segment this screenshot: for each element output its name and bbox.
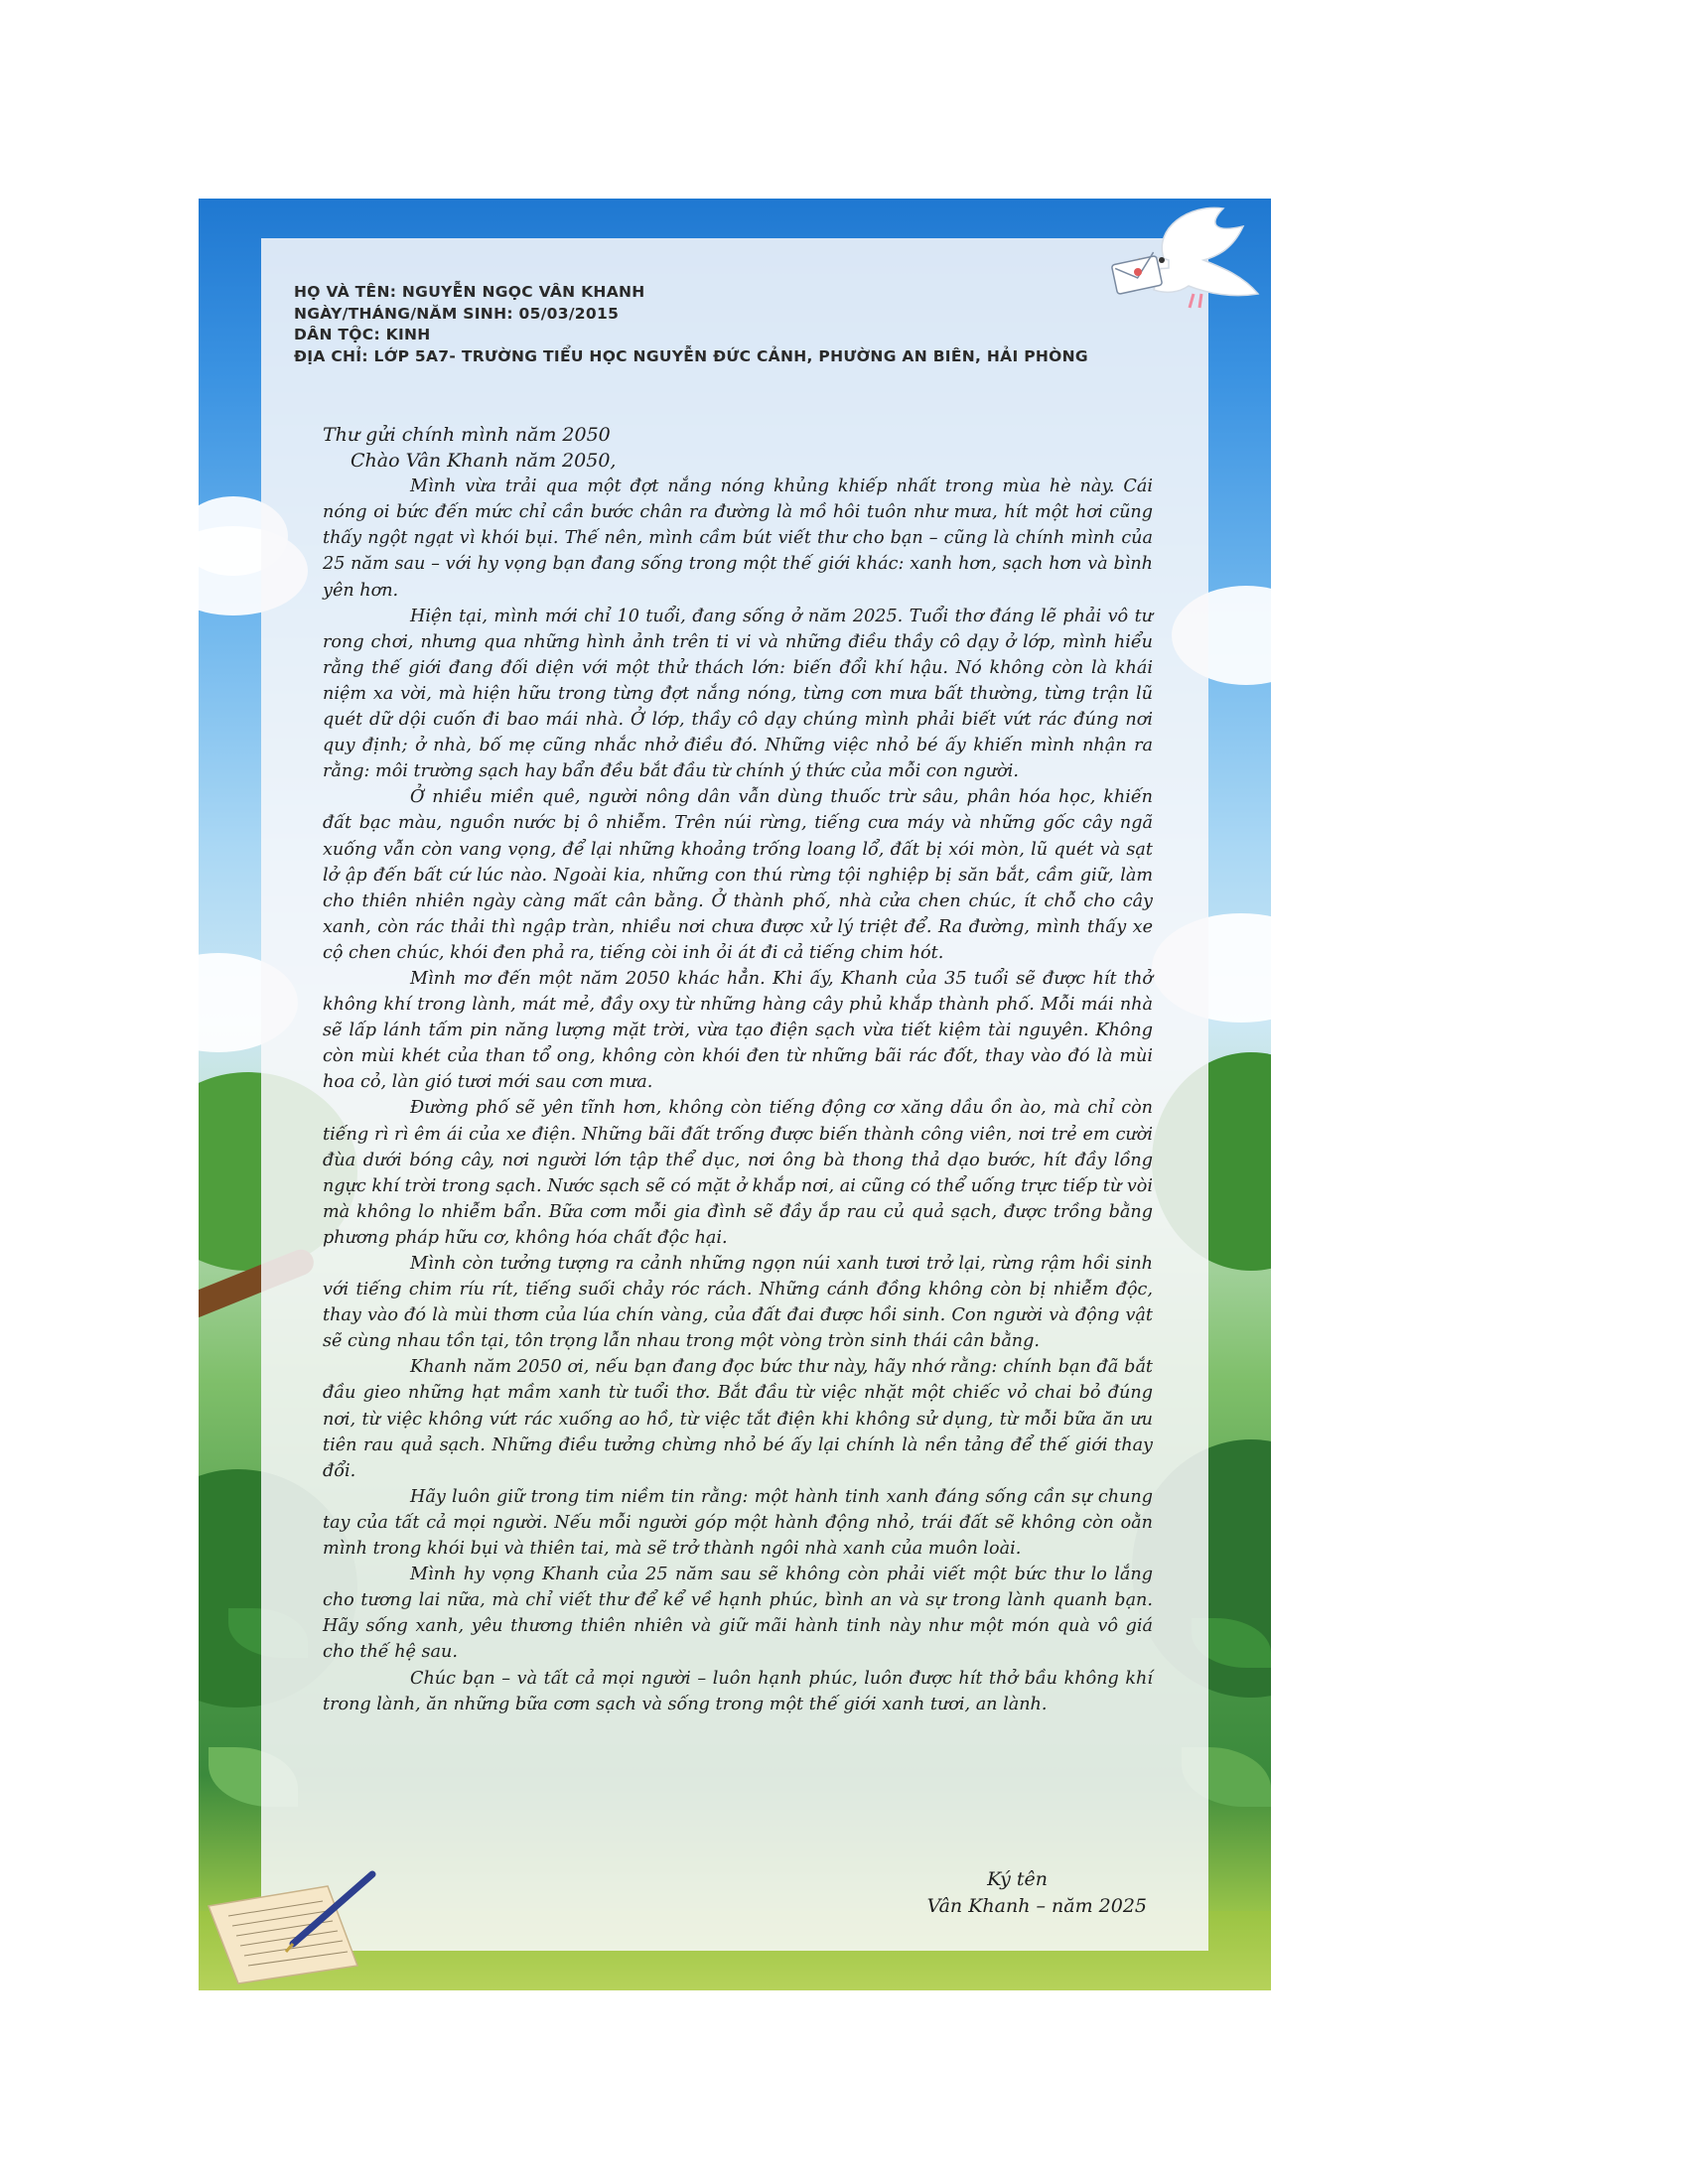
- letter-paragraph: Mình mơ đến một năm 2050 khác hẳn. Khi ấy, Khanh của 35 tuổi sẽ được hít thở không khí trong lành, mát mẻ, đầy oxy từ những hàng cây phủ khắp thành phố. Mỗi mái nhà sẽ lấp lánh tấm pin năng lượng mặt trời, vừa tạo điện sạch vừa tiết kiệm tài nguyên. Không còn mùi khét của than tổ ong, không còn khói đen từ những bãi rác đốt, thay vào đó là mùi hoa cỏ, làn gió tươi mới sau cơn mưa.: [323, 968, 1153, 1093]
- letter-paragraph: Hiện tại, mình mới chỉ 10 tuổi, đang sống ở năm 2025. Tuổi thơ đáng lẽ phải vô tư rong chơi, nhưng qua những hình ảnh trên ti vi và những điều thầy cô dạy ở lớp, mình hiểu rằng thế giới đang đối diện với một thử thách lớn: biến đổi khí hậu. Nó không còn là khái niệm xa vời, mà hiện hữu trong từng đợt nắng nóng, từng cơn mưa bất thường, từng trận lũ quét dữ dội cuốn đi bao mái nhà. Ở lớp, thầy cô dạy chúng mình phải biết vứt rác đúng nơi quy định; ở nhà, bố mẹ cũng nhắc nhở điều đó. Những việc nhỏ bé ấy khiến mình nhận ra rằng: môi trường sạch hay bẩn đều bắt đầu từ chính ý thức của mỗi con người.: [323, 606, 1153, 782]
- letter-paragraph: Chúc bạn – và tất cả mọi người – luôn hạnh phúc, luôn được hít thở bầu không khí trong lành, ăn những bữa cơm sạch và sống trong một thế giới xanh tươi, an lành.: [323, 1668, 1153, 1714]
- note-and-pen-icon: [199, 1866, 387, 1985]
- letter-poster: [199, 199, 1271, 1990]
- student-info: [294, 282, 1168, 367]
- letter-paragraph: Đường phố sẽ yên tĩnh hơn, không còn tiếng động cơ xăng dầu ồn ào, mà chỉ còn tiếng rì rì êm ái của xe điện. Những bãi đất trống được biến thành công viên, nơi trẻ em cười đùa dưới bóng cây, nơi người lớn tập thể dục, nơi ông bà thong thả dạo bước, hít đầy lồng ngực khí trời trong sạch. Nước sạch sẽ có mặt ở khắp nơi, ai cũng có thể uống trực tiếp từ vòi mà không lo nhiễm bẩn. Bữa cơm mỗi gia đình sẽ đầy ắp rau củ quả sạch, được trồng bằng phương pháp hữu cơ, không hóa chất độc hại.: [323, 1098, 1153, 1248]
- letter-body: [323, 422, 1153, 1717]
- letter-title: Thư gửi chính mình năm 2050: [323, 424, 611, 446]
- letter-paper: [261, 238, 1208, 1951]
- signature-name: Vân Khanh – năm 2025: [926, 1895, 1147, 1917]
- dove-envelope-icon: [1094, 199, 1263, 318]
- signature-label: Ký tên: [987, 1868, 1048, 1890]
- letter-paragraph: Hãy luôn giữ trong tim niềm tin rằng: một hành tinh xanh đáng sống cần sự chung tay của tất cả mọi người. Nếu mỗi người góp một hành động nhỏ, trái đất sẽ không còn oằn mình trong khói bụi và thiên tai, mà sẽ trở thành ngôi nhà xanh của muôn loài.: [323, 1486, 1153, 1560]
- letter-paragraph: Mình hy vọng Khanh của 25 năm sau sẽ không còn phải viết một bức thư lo lắng cho tương lai nữa, mà chỉ viết thư để kể về hạnh phúc, bình an và sự trong lành quanh bạn. Hãy sống xanh, yêu thương thiên nhiên và giữ mãi hành tinh này như một món quà vô giá cho thế hệ sau.: [323, 1565, 1153, 1663]
- letter-greeting: Chào Vân Khanh năm 2050,: [351, 450, 617, 473]
- letter-paragraph: Ở nhiều miền quê, người nông dân vẫn dùng thuốc trừ sâu, phân hóa học, khiến đất bạc màu, nguồn nước bị ô nhiễm. Trên núi rừng, tiếng cưa máy và những gốc cây ngã xuống vẫn còn vang vọng, để lại những khoảng trống loang lổ, đất bị xói mòn, lũ quét và sạt lở ập đến bất cứ lúc nào. Ngoài kia, những con thú rừng tội nghiệp bị săn bắt, cầm giữ, làm cho thiên nhiên ngày càng mất cân bằng. Ở thành phố, nhà cửa chen chúc, ít chỗ cho cây xanh, còn rác thải thì ngập tràn, nhiều nơi chưa được xử lý triệt để. Ra đường, mình thấy xe cộ chen chúc, khói đen phả ra, tiếng còi inh ỏi át đi cả tiếng chim hót.: [323, 787, 1153, 963]
- student-name: HỌ VÀ TÊN: NGUYỄN NGỌC VÂN KHANH: [294, 283, 645, 301]
- letter-paragraph: Mình còn tưởng tượng ra cảnh những ngọn núi xanh tươi trở lại, rừng rậm hồi sinh với tiếng chim ríu rít, tiếng suối chảy róc rách. Những cánh đồng không còn bị nhiễm độc, thay vào đó là mùi thơm của lúa chín vàng, của đất đai được hồi sinh. Con người và động vật sẽ cùng nhau tồn tại, tôn trọng lẫn nhau trong một vòng tròn sinh thái cân bằng.: [323, 1254, 1153, 1352]
- student-address: ĐỊA CHỈ: LỚP 5A7- TRƯỜNG TIỂU HỌC NGUYỄN ĐỨC CẢNH, PHƯỜNG AN BIÊN, HẢI PHÒNG: [294, 346, 1088, 365]
- signature: [927, 1866, 1147, 1920]
- letter-paragraph: Mình vừa trải qua một đợt nắng nóng khủng khiếp nhất trong mùa hè này. Cái nóng oi bức đến mức chỉ cần bước chân ra đường là mồ hôi tuôn như mưa, hít một hơi cũng thấy ngột ngạt vì khói bụi. Thế nên, mình cầm bút viết thư cho bạn – cũng là chính mình của 25 năm sau – với hy vọng bạn đang sống trong một thế giới khác: xanh hơn, sạch hơn và bình yên hơn.: [323, 477, 1153, 601]
- student-ethnicity: DÂN TỘC: KINH: [294, 326, 431, 343]
- letter-paragraph: Khanh năm 2050 ơi, nếu bạn đang đọc bức thư này, hãy nhớ rằng: chính bạn đã bắt đầu gieo những hạt mầm xanh từ tuổi thơ. Bắt đầu từ việc nhặt một chiếc vỏ chai bỏ đúng nơi, từ việc không vứt rác xuống ao hồ, từ việc tắt điện khi không sử dụng, từ mỗi bữa ăn ưu tiên rau quả sạch. Những điều tưởng chừng nhỏ bé ấy lại chính là nền tảng để thế giới thay đổi.: [323, 1357, 1153, 1481]
- student-dob: NGÀY/THÁNG/NĂM SINH: 05/03/2015: [294, 304, 620, 323]
